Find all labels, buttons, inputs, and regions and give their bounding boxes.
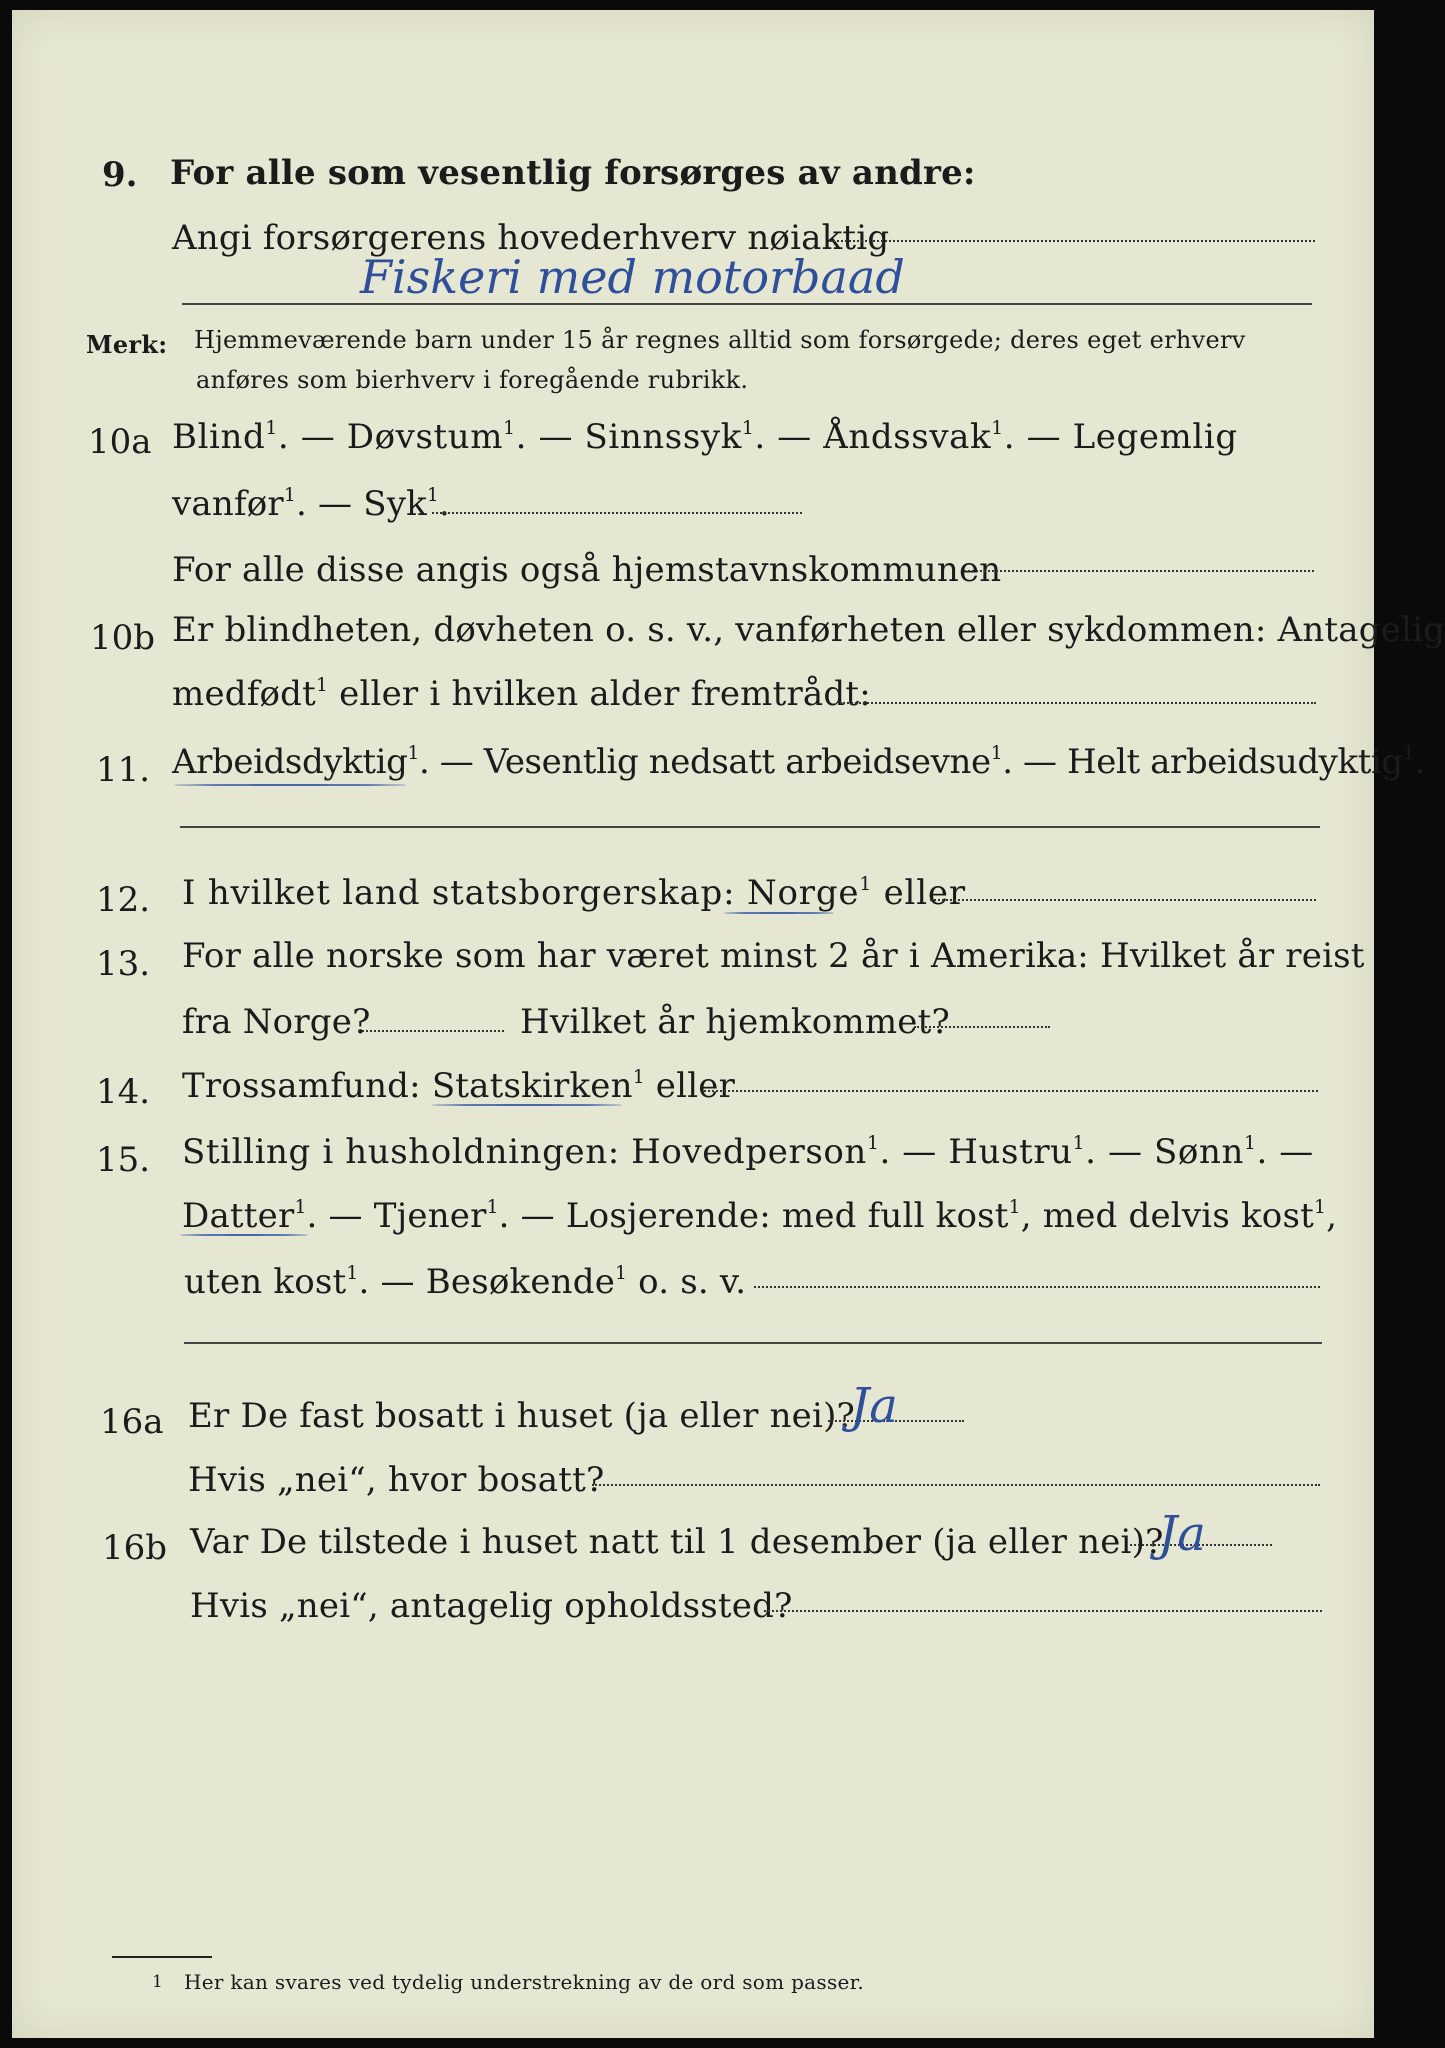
q13-line2b: Hvilket år hjemkommet? [520, 1002, 950, 1042]
q16a-handwritten-answer: Ja [850, 1378, 898, 1434]
footnote-text: Her kan svares ved tydelig understrekning av de ord som passer. [184, 1970, 864, 1994]
q11-handwritten-underline [174, 784, 406, 786]
q10a-line3: For alle disse angis også hjemstavnskommunen [172, 550, 1002, 590]
q15-line3: uten kost$^1$. — Besøkende$^1$ o. s. v. [184, 1262, 747, 1302]
q13-reist-line [358, 1030, 504, 1032]
merk-label: Merk: [86, 330, 168, 359]
q11-answer-rule [180, 826, 1320, 828]
q13-number: 13. [96, 944, 151, 984]
q9-line1: For alle som vesentlig forsørges av andre: [170, 153, 976, 193]
footnote-rule [112, 1956, 212, 1958]
q9-line2: Angi forsørgerens hovederhverv nøiaktig [172, 218, 890, 258]
q9-answer-rule [182, 303, 1312, 305]
merk-line1: Hjemmeværende barn under 15 år regnes alltid som forsørgede; deres eget erhverv [194, 326, 1246, 354]
census-form-page [12, 10, 1445, 2038]
q10a-line2: vanfør$^1$. — Syk$^1$. [172, 484, 451, 524]
q12-number: 12. [96, 880, 151, 920]
q16a-line2: Hvis „nei“, hvor bosatt? [188, 1460, 605, 1500]
q10b-number: 10b [90, 618, 156, 658]
q15-line2: Datter$^1$. — Tjener$^1$. — Losjerende: med full kost$^1$, med delvis kost$^1$, [182, 1196, 1338, 1236]
q9-number: 9. [102, 155, 138, 195]
q16b-number: 16b [102, 1528, 168, 1568]
q15-line1: Stilling i husholdningen: Hovedperson$^1$. — Hustru$^1$. — Sønn$^1$. — [182, 1132, 1314, 1172]
q11-number: 11. [96, 750, 151, 790]
q14-handwritten-underline [432, 1104, 622, 1106]
q11-line1: Arbeidsdyktig$^1$. — Vesentlig nedsatt arbeidsevne$^1$. — Helt arbeidsudyktig$^1$. [172, 742, 1425, 782]
q13-line1: For alle norske som har været minst 2 år i Amerika: Hvilket år reist [182, 936, 1365, 976]
q10b-line2: medfødt$^1$ eller i hvilken alder fremtrådt: [172, 674, 871, 714]
q14-number: 14. [96, 1072, 151, 1112]
q16b-line2: Hvis „nei“, antagelig opholdssted? [190, 1586, 793, 1626]
q10a-kommune-line [964, 570, 1314, 572]
q9-answer-line [830, 240, 1315, 242]
q9-handwritten-answer: Fiskeri med motorbaad [360, 250, 905, 304]
q10a-number: 10a [88, 422, 152, 462]
q12-line1: I hvilket land statsborgerskap: Norge$^1$ eller [182, 873, 966, 913]
merk-line2: anføres som bierhverv i foregående rubrikk. [196, 366, 749, 394]
q16a-bosatt-line [592, 1484, 1320, 1486]
q13-hjemkommet-line [914, 1026, 1050, 1028]
q10a-syk-line [432, 512, 802, 514]
q16a-number: 16a [100, 1402, 164, 1442]
q15-handwritten-underline [180, 1234, 308, 1236]
q15-answer-rule [184, 1342, 1322, 1344]
q14-trossamfund-line [704, 1090, 1318, 1092]
q12-handwritten-underline [724, 912, 834, 914]
q12-land-line [930, 899, 1316, 901]
footnote-mark: 1 [152, 1972, 164, 1992]
q10a-line1: Blind$^1$. — Døvstum$^1$. — Sinnssyk$^1$. — Åndssvak$^1$. — Legemlig [172, 417, 1238, 457]
q15-number: 15. [96, 1140, 151, 1180]
q16b-opholdssted-line [764, 1610, 1322, 1612]
q13-line2a: fra Norge? [182, 1002, 371, 1042]
q10b-alder-line [840, 702, 1316, 704]
q16b-line1: Var De tilstede i huset natt til 1 desember (ja eller nei)? [190, 1522, 1164, 1562]
q15-stilling-line [754, 1286, 1320, 1288]
q10b-line1: Er blindheten, døvheten o. s. v., vanførheten eller sykdommen: Antagelig [172, 610, 1445, 650]
q16b-handwritten-answer: Ja [1158, 1506, 1206, 1562]
q14-line1: Trossamfund: Statskirken$^1$ eller [182, 1066, 736, 1106]
q16a-line1: Er De fast bosatt i huset (ja eller nei)? [188, 1396, 855, 1436]
